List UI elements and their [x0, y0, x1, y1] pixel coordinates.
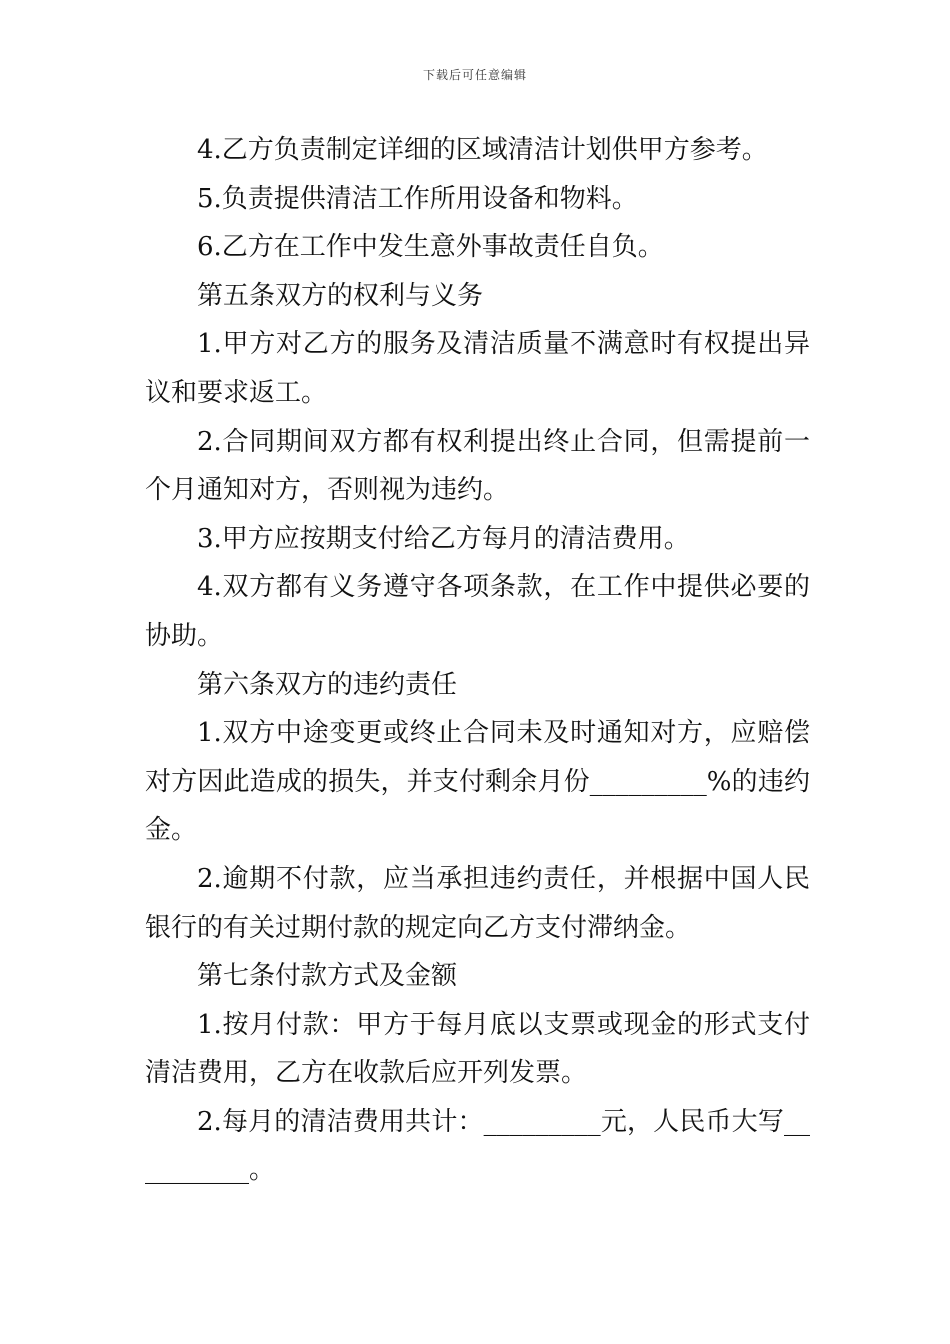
document-body: [145, 126, 810, 1195]
article-7-item-2: 2.每月的清洁费用共计：_________元，人民币大写__________。: [145, 1106, 810, 1186]
article-5-item-4: 4.双方都有义务遵守各项条款，在工作中提供必要的协助。: [145, 572, 810, 651]
clause-item-6-accident-liability: 6.乙方在工作中发生意外事故责任自负。: [197, 232, 664, 263]
article-5-item-3: 3.甲方应按期支付给乙方每月的清洁费用。: [197, 523, 690, 554]
clause-item-4-cleaning-plan: 4.乙方负责制定详细的区域清洁计划供甲方参考。: [197, 135, 768, 165]
article-7-item-1: 1.按月付款：甲方于每月底以支票或现金的形式支付清洁费用，乙方在收款后应开列发票。: [145, 1009, 810, 1089]
article-6-heading: 第六条双方的违约责任: [197, 669, 458, 700]
article-6-item-2: 2.逾期不付款，应当承担违约责任，并根据中国人民银行的有关过期付款的规定向乙方支付滞纳金。: [145, 863, 810, 943]
page-header-note: 下载后可任意编辑: [422, 68, 527, 82]
article-7-heading: 第七条付款方式及金额: [197, 961, 458, 992]
article-5-item-1: 1.甲方对乙方的服务及清洁质量不满意时有权提出异议和要求返工。: [145, 329, 810, 408]
clause-item-5-equipment: 5.负责提供清洁工作所用设备和物料。: [197, 183, 638, 214]
article-5-item-2: 2.合同期间双方都有权利提出终止合同，但需提前一个月通知对方，否则视为违约。: [145, 426, 810, 506]
article-6-item-1: 1.双方中途变更或终止合同未及时通知对方，应赔偿对方因此造成的损失，并支付剩余月份_________%的违约金。: [145, 718, 810, 846]
article-5-heading: 第五条双方的权利与义务: [197, 280, 484, 311]
